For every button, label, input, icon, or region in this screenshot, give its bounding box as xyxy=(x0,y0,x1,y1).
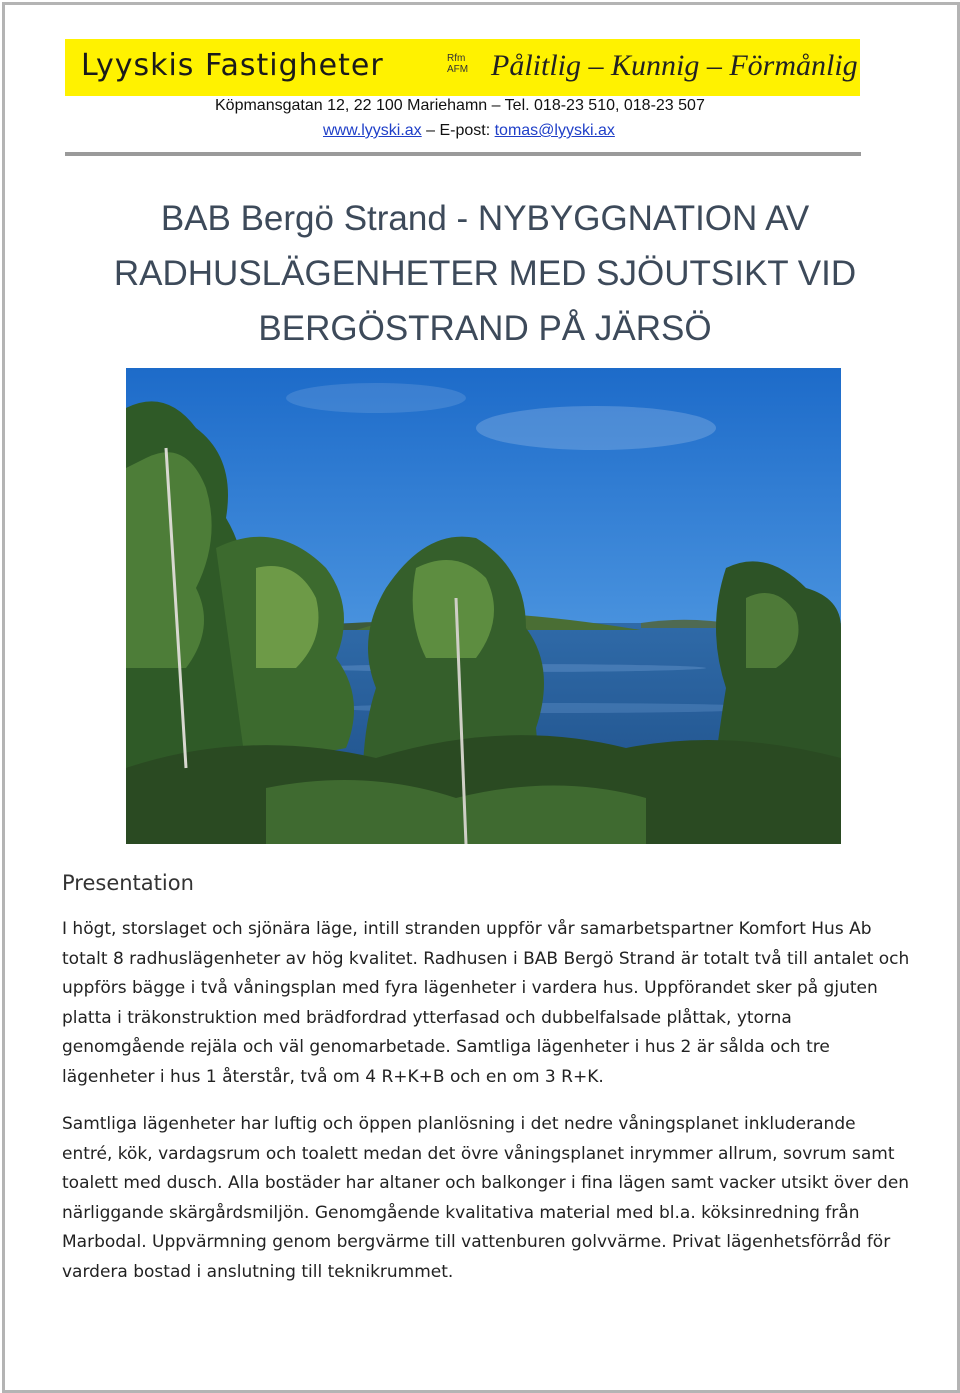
title-line: RADHUSLÄGENHETER MED SJÖUTSIKT VID xyxy=(113,254,857,293)
slogan: Pålitlig – Kunnig – Förmånlig xyxy=(491,49,858,82)
paragraph-line: entré, kök, vardagsrum och toalett medan det övre våningsplanet inrymmer allrum, sovrum samt xyxy=(62,1143,895,1164)
paragraph-line: totalt 8 radhuslägenheter av hög kvalitet. Radhusen i BAB Bergö Strand är totalt två till antalet och xyxy=(62,948,910,969)
paragraph-line: toalett med dusch. Alla bostäder har altaner och balkonger i fina lägen samt vacker utsikt över den xyxy=(62,1173,910,1193)
contact-line xyxy=(323,122,615,140)
afm-line: AFM xyxy=(447,64,469,75)
paragraph-line: Samtliga lägenheter har luftig och öppen planlösning i det nedre våningsplanet inkluderande xyxy=(62,1114,856,1134)
rfm-badge xyxy=(447,53,468,75)
paragraph-line: genomgående rejäla och väl genomarbetade. Samtliga lägenheter i hus 2 är sålda och tre xyxy=(62,1037,830,1057)
section-heading: Presentation xyxy=(62,871,194,895)
title-line: BAB Bergö Strand - NYBYGGNATION AV xyxy=(160,199,810,238)
paragraph-2 xyxy=(62,1110,922,1287)
paragraph-1 xyxy=(62,915,922,1092)
email-label: – E-post: xyxy=(421,122,495,139)
brand-logo-text: Lyyskis Fastigheter xyxy=(81,48,384,83)
paragraph-line: Marbodal. Uppvärmning genom bergvärme till vattenburen golvvärme. Privat lägenhetsförråd för xyxy=(62,1232,891,1252)
paragraph-line: lägenheter i hus 1 återstår, två om 4 R+K+B och en om 3 R+K. xyxy=(62,1066,604,1087)
paragraph-line: platta i träkonstruktion med brädfordrad ytterfasad och dubbelfalsade plåttak, ytorna xyxy=(62,1007,792,1028)
address-line: Köpmansgatan 12, 22 100 Mariehamn – Tel. 018-23 510, 018-23 507 xyxy=(215,97,705,114)
email-link[interactable]: tomas@lyyski.ax xyxy=(494,122,615,139)
paragraph-line: närliggande skärgårdsmiljön. Genomgående kvalitativa material med bl.a. köksinredning från xyxy=(62,1202,860,1223)
paragraph-line: I högt, storslaget och sjönära läge, intill stranden uppför vår samarbetspartner Komfort Hus Ab xyxy=(62,919,872,939)
lake-view-photo xyxy=(126,368,841,844)
website-link[interactable]: www.lyyski.ax xyxy=(323,122,422,139)
rfm-line: Rfm xyxy=(447,53,466,64)
paragraph-line: vardera bostad i anslutning till teknikrummet. xyxy=(62,1261,454,1282)
page-title xyxy=(65,191,905,356)
header-banner xyxy=(65,39,860,96)
title-line: BERGÖSTRAND PÅ JÄRSÖ xyxy=(258,309,712,348)
paragraph-line: uppförs bägge i två våningsplan med fyra lägenheter i vardera hus. Uppförandet sker på gjuten xyxy=(62,978,878,998)
header-divider xyxy=(65,152,861,156)
document-page xyxy=(2,2,960,1393)
